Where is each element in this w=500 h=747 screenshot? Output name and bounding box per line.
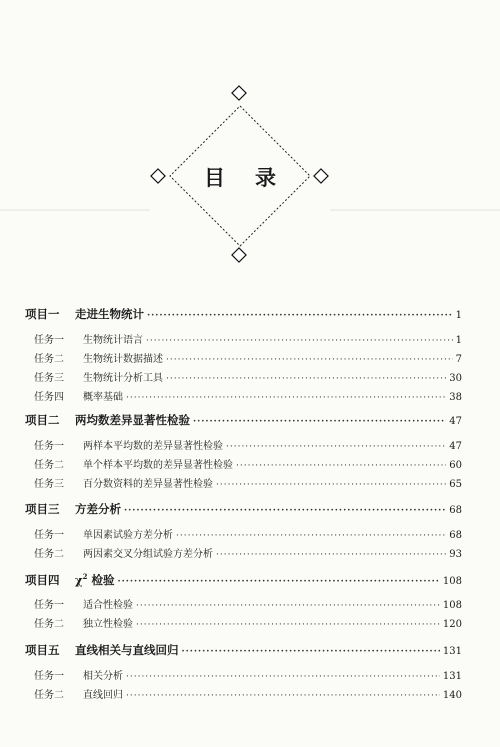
toc-task-title: 生物统计语言	[83, 335, 143, 346]
diamond-icon	[232, 86, 246, 100]
toc-task-title: 生物统计数据描述	[83, 354, 163, 365]
toc-page-number: 47	[449, 416, 462, 427]
toc-page-number: 140	[442, 690, 462, 701]
toc-task-title: 相关分析	[83, 671, 123, 682]
toc-task[interactable]	[0, 475, 462, 493]
toc-task-label: 任务一	[34, 600, 64, 611]
toc-page-number: 68	[449, 505, 462, 516]
toc-task-label: 任务一	[34, 441, 64, 452]
page-title-char-2: 录	[255, 166, 276, 190]
diamond-icon	[314, 169, 328, 183]
toc-page-number: 131	[442, 646, 462, 657]
leader-dots	[126, 672, 440, 682]
toc-section-title: 方差分析	[75, 502, 121, 516]
toc-page-number: 1	[455, 310, 462, 321]
leader-dots	[236, 461, 446, 471]
toc-page-number: 30	[449, 373, 462, 384]
toc-page-number: 108	[442, 600, 462, 611]
toc-page-number: 93	[449, 549, 462, 560]
toc-task-title: 单个样本平均数的差异显著性检验	[83, 460, 233, 471]
toc-section[interactable]	[0, 412, 462, 430]
toc-page-number: 120	[442, 619, 462, 630]
toc-page-number: 38	[449, 392, 462, 403]
toc-page-number: 60	[449, 460, 462, 471]
leader-dots	[216, 550, 446, 560]
superscript: 2	[82, 572, 88, 581]
leader-dots	[136, 620, 440, 630]
toc-section[interactable]	[0, 572, 462, 590]
leader-dots	[193, 417, 446, 427]
leader-dots	[124, 506, 446, 516]
leader-dots	[126, 393, 446, 403]
toc-page-number: 108	[442, 576, 462, 587]
toc-task[interactable]	[0, 615, 462, 633]
leader-dots	[126, 691, 440, 701]
page-title-char-1: 目	[204, 166, 225, 190]
diamond-icon	[151, 169, 165, 183]
toc-task[interactable]	[0, 331, 462, 349]
toc-page-number: 1	[455, 335, 462, 346]
toc-section-title: 两均数差异显著性检验	[75, 413, 190, 427]
toc-task-label: 任务四	[34, 392, 64, 403]
leader-dots	[176, 531, 446, 541]
toc-task-label: 任务二	[34, 690, 64, 701]
title-ornament	[0, 0, 500, 300]
toc-task-label: 任务一	[34, 530, 64, 541]
chi-symbol: χ	[75, 573, 83, 587]
toc-section-label: 项目三	[25, 502, 60, 516]
toc-task-label: 任务二	[34, 619, 64, 630]
toc-task[interactable]	[0, 388, 462, 406]
leader-dots	[182, 647, 440, 657]
title-ornament-dashed-diamond	[170, 106, 310, 246]
toc-task-label: 任务三	[34, 479, 64, 490]
toc-task-title: 两因素交叉分组试验方差分析	[83, 549, 213, 560]
toc-task[interactable]	[0, 456, 462, 474]
leader-dots	[146, 336, 453, 346]
toc-task-label: 任务一	[34, 671, 64, 682]
toc-task[interactable]	[0, 437, 462, 455]
toc-task[interactable]	[0, 667, 462, 685]
toc-task-label: 任务一	[34, 335, 64, 346]
toc-page-number: 68	[449, 530, 462, 541]
toc-task-title: 适合性检验	[83, 600, 133, 611]
toc-task-title: 单因素试验方差分析	[83, 530, 173, 541]
toc-section-label: 项目五	[25, 643, 60, 657]
toc-task[interactable]	[0, 369, 462, 387]
leader-dots	[216, 480, 446, 490]
toc-task-title: 概率基础	[83, 392, 123, 403]
toc-task-title: 独立性检验	[83, 619, 133, 630]
toc-section-title	[75, 572, 114, 588]
toc-section-label: 项目一	[25, 307, 60, 321]
toc-page-number: 7	[455, 354, 462, 365]
toc-section-title: 直线相关与直线回归	[75, 643, 179, 657]
toc-page-number: 131	[442, 671, 462, 682]
toc-task[interactable]	[0, 686, 462, 704]
toc-task[interactable]	[0, 596, 462, 614]
toc-page-number: 65	[449, 479, 462, 490]
toc-section[interactable]	[0, 501, 462, 519]
leader-dots	[166, 355, 453, 365]
toc-task[interactable]	[0, 545, 462, 563]
toc-section[interactable]	[0, 642, 462, 660]
toc-task-label: 任务二	[34, 460, 64, 471]
toc-task-title: 直线回归	[83, 690, 123, 701]
leader-dots	[136, 601, 440, 611]
toc-task-title: 两样本平均数的差异显著性检验	[83, 441, 223, 452]
toc-section-title-text: 检验	[91, 573, 115, 587]
toc-section-label: 项目二	[25, 413, 60, 427]
toc-section-label: 项目四	[25, 573, 60, 587]
toc-section[interactable]	[0, 306, 462, 324]
toc-task-label: 任务三	[34, 373, 64, 384]
toc-task-title: 生物统计分析工具	[83, 373, 163, 384]
toc-task-label: 任务二	[34, 354, 64, 365]
toc-page-number: 47	[449, 441, 462, 452]
toc-task-title: 百分数资料的差异显著性检验	[83, 479, 213, 490]
leader-dots	[147, 311, 453, 321]
toc-task[interactable]	[0, 526, 462, 544]
leader-dots	[117, 577, 439, 587]
leader-dots	[166, 374, 446, 384]
toc-task-label: 任务二	[34, 549, 64, 560]
diamond-icon	[232, 248, 246, 262]
toc-section-title: 走进生物统计	[75, 307, 144, 321]
page-title	[204, 162, 276, 192]
toc-task[interactable]	[0, 350, 462, 368]
leader-dots	[226, 442, 446, 452]
